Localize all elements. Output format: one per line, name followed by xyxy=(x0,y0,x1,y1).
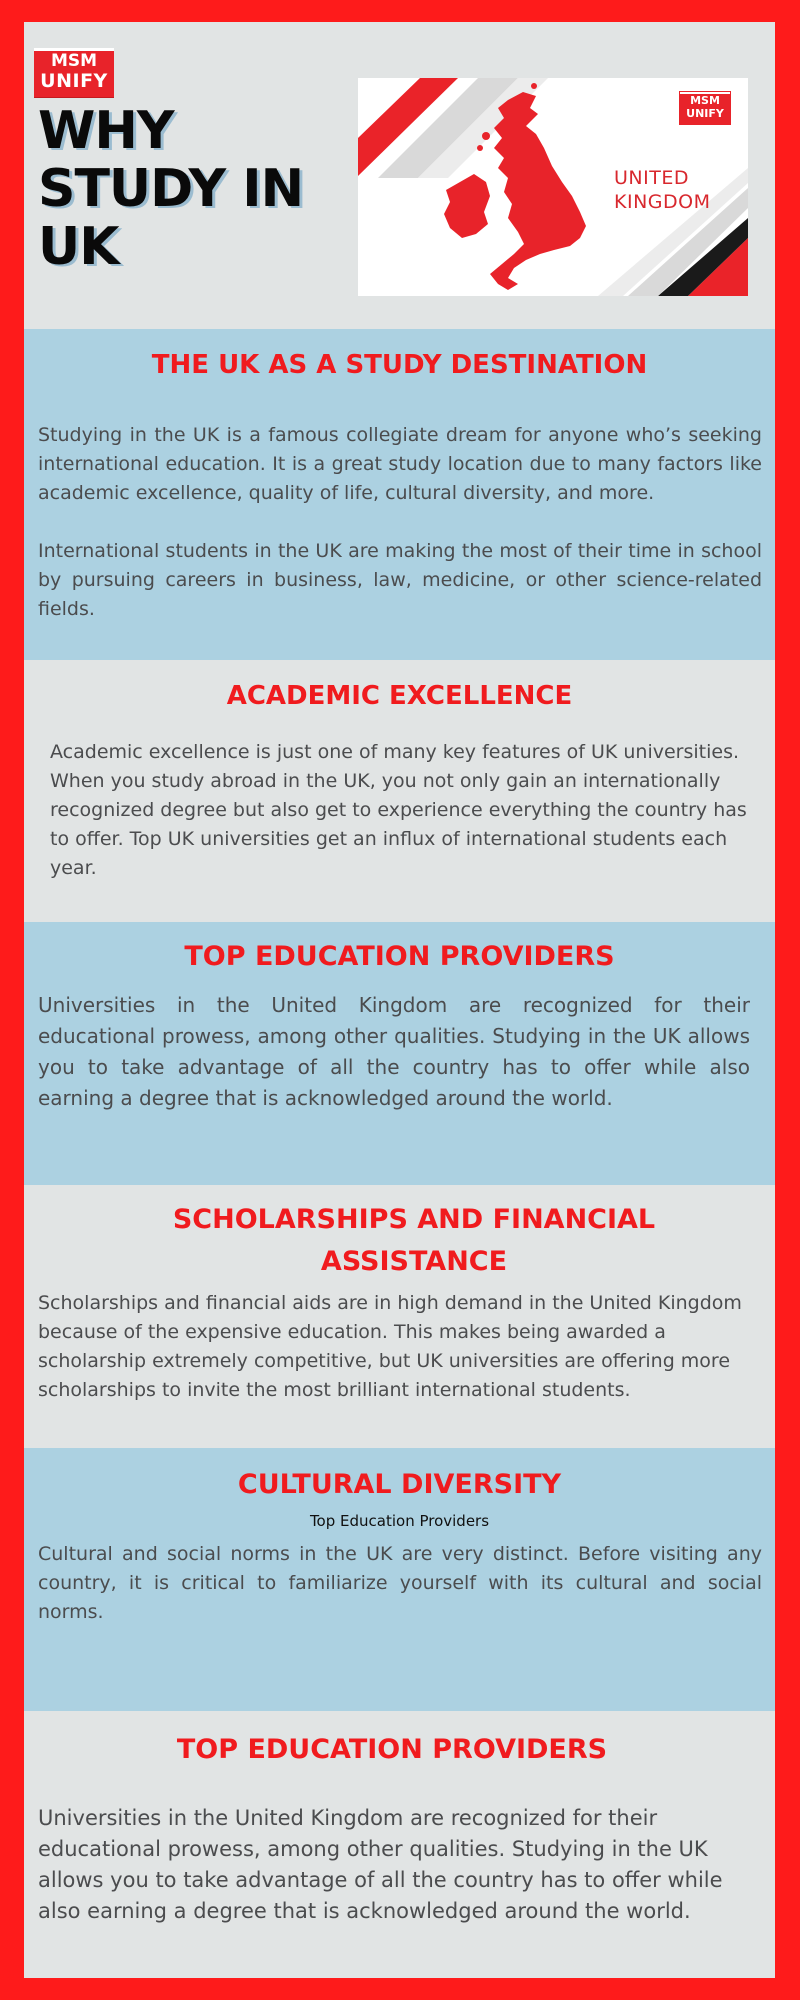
section-title xyxy=(124,1199,704,1283)
island-1 xyxy=(482,132,490,140)
section-title: CULTURAL DIVERSITY xyxy=(237,1469,562,1500)
hero-logo-line-2: UNIFY xyxy=(686,107,724,120)
section-paragraph: International students in the UK are making the most of their time in school by pursuing careers in business, law, medicine, or other science-related fields. xyxy=(38,540,762,620)
ireland-shape xyxy=(444,174,490,238)
island-2 xyxy=(477,145,483,151)
msm-unify-logo xyxy=(34,48,114,97)
hero-logo-line-1: MSM xyxy=(690,94,720,107)
section-title: THE UK AS A STUDY DESTINATION xyxy=(151,350,648,380)
hero-msm-unify-logo xyxy=(680,92,730,124)
hero-caption-line-2: KINGDOM xyxy=(614,191,711,213)
section-title: TOP EDUCATION PROVIDERS xyxy=(184,941,615,972)
infographic-page xyxy=(24,22,775,1978)
section-top-education-providers xyxy=(24,922,775,1185)
hero-caption-line-1: UNITED xyxy=(614,167,689,189)
title-line-2: STUDY IN xyxy=(38,159,304,219)
section-top-education-providers-2 xyxy=(24,1711,775,1978)
section-title: ACADEMIC EXCELLENCE xyxy=(226,681,573,711)
great-britain-shape xyxy=(490,92,586,290)
section-cultural-diversity xyxy=(24,1448,775,1711)
section-paragraph: Academic excellence is just one of many key features of UK universities. When you study abroad in the UK, you not only gain an internationally recognized degree but also get to experience everything the country has to offer. Top UK universities get an influx of international students each year. xyxy=(50,741,747,879)
title-line-3: UK xyxy=(38,217,119,277)
section-title-line-1: SCHOLARSHIPS AND FINANCIAL xyxy=(172,1204,656,1235)
section-paragraph: Universities in the United Kingdom are recognized for their educational prowess, among other qualities. Studying in the UK allows you to take advantage of all the country has to offer while also earning a degree that is acknowledged around the world. xyxy=(38,993,750,1110)
title-line-1: WHY xyxy=(38,101,174,161)
section-paragraph: Scholarships and financial aids are in high demand in the United Kingdom because of the expensive education. This makes being awarded a scholarship extremely competitive, but UK universities are offering more scholarships to invite the most brilliant international students. xyxy=(38,1292,742,1401)
section-subtitle: Top Education Providers xyxy=(309,1512,490,1530)
section-paragraph: Studying in the UK is a famous collegiate dream for anyone who’s seeking international education. It is a great study location due to many factors like academic excellence, quality of life, cultural diversity, and more. xyxy=(38,424,762,504)
uk-hero-image xyxy=(358,78,748,296)
section-study-destination xyxy=(24,329,775,660)
section-paragraph: Cultural and social norms in the UK are very distinct. Before visiting any country, it is critical to familiarize yourself with its cultural and social norms. xyxy=(38,1543,762,1623)
island-3 xyxy=(531,83,537,89)
section-scholarships xyxy=(24,1185,775,1448)
header xyxy=(24,22,775,329)
section-title-line-2: ASSISTANCE xyxy=(320,1246,508,1277)
logo-line-2: UNIFY xyxy=(40,70,108,92)
section-paragraph: Universities in the United Kingdom are recognized for their educational prowess, among other qualities. Studying in the UK allows you to take advantage of all the country has to offer while also earning a degree that is acknowledged around the world. xyxy=(38,1806,723,1923)
logo-line-1: MSM xyxy=(50,51,98,71)
hero-caption xyxy=(614,166,734,214)
section-title: TOP EDUCATION PROVIDERS xyxy=(176,1734,608,1765)
section-academic-excellence xyxy=(24,660,775,922)
page-title xyxy=(38,102,338,276)
